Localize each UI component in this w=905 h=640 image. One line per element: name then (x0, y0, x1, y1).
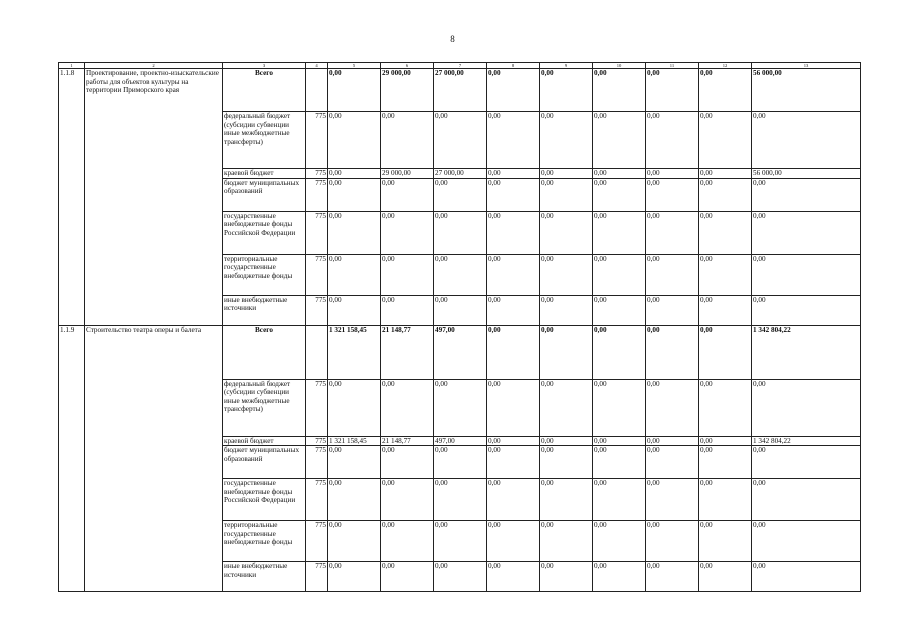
table-body (59, 63, 861, 592)
amount-cell: 0,00 (487, 178, 540, 211)
amount-cell: 0,00 (328, 254, 381, 295)
amount-cell: 0,00 (381, 112, 434, 169)
amount-cell: 0,00 (487, 112, 540, 169)
amount-cell: 0,00 (487, 254, 540, 295)
amount-cell: 0,00 (381, 446, 434, 479)
amount-cell: 0,00 (699, 562, 752, 592)
amount-cell: 0,00 (487, 169, 540, 179)
amount-cell: 0,00 (646, 436, 699, 446)
amount-cell: 0,00 (328, 69, 381, 112)
amount-cell: 0,00 (328, 295, 381, 325)
section-name: Проектирование, проектно-изыскательские работы для объектов культуры на территории Приморского края (85, 69, 223, 326)
amount-cell: 0,00 (328, 562, 381, 592)
amount-cell: 0,00 (752, 112, 861, 169)
amount-cell: 21 148,77 (381, 325, 434, 379)
budget-code: 775 (306, 169, 328, 179)
amount-cell: 0,00 (699, 436, 752, 446)
amount-cell: 0,00 (540, 254, 593, 295)
amount-cell: 0,00 (593, 69, 646, 112)
amount-cell: 0,00 (593, 436, 646, 446)
funding-source: федеральный бюджет (субсидии субвенции иные межбюджетные трансферты) (223, 379, 306, 436)
amount-cell: 0,00 (646, 379, 699, 436)
amount-cell: 0,00 (646, 325, 699, 379)
amount-cell: 0,00 (328, 446, 381, 479)
amount-cell: 0,00 (699, 295, 752, 325)
col-num: 7 (434, 63, 487, 69)
amount-cell: 0,00 (487, 479, 540, 521)
amount-cell: 0,00 (646, 254, 699, 295)
amount-cell: 0,00 (540, 521, 593, 562)
amount-cell: 0,00 (328, 479, 381, 521)
amount-cell: 0,00 (381, 295, 434, 325)
amount-cell: 0,00 (434, 562, 487, 592)
budget-code (306, 325, 328, 379)
amount-cell: 1 342 804,22 (752, 436, 861, 446)
funding-source: территориальные государственные внебюджетные фонды (223, 521, 306, 562)
budget-code: 775 (306, 562, 328, 592)
amount-cell: 0,00 (752, 521, 861, 562)
amount-cell: 0,00 (487, 295, 540, 325)
amount-cell: 0,00 (699, 169, 752, 179)
amount-cell: 0,00 (699, 211, 752, 254)
budget-code: 775 (306, 295, 328, 325)
amount-cell: 0,00 (434, 211, 487, 254)
amount-cell: 0,00 (752, 379, 861, 436)
amount-cell: 0,00 (540, 112, 593, 169)
amount-cell: 0,00 (593, 295, 646, 325)
amount-cell: 0,00 (593, 254, 646, 295)
budget-code: 775 (306, 112, 328, 169)
budget-code: 775 (306, 436, 328, 446)
amount-cell: 0,00 (699, 521, 752, 562)
amount-cell: 0,00 (699, 178, 752, 211)
funding-source: Всего (223, 325, 306, 379)
amount-cell: 0,00 (646, 295, 699, 325)
amount-cell: 0,00 (540, 211, 593, 254)
amount-cell: 0,00 (540, 562, 593, 592)
amount-cell: 0,00 (699, 325, 752, 379)
col-num: 1 (59, 63, 85, 69)
funding-source: бюджет муниципальных образований (223, 446, 306, 479)
amount-cell: 0,00 (593, 446, 646, 479)
amount-cell: 0,00 (434, 254, 487, 295)
amount-cell: 0,00 (381, 254, 434, 295)
amount-cell: 0,00 (487, 446, 540, 479)
budget-code: 775 (306, 178, 328, 211)
amount-cell: 497,00 (434, 436, 487, 446)
col-num: 8 (487, 63, 540, 69)
funding-source: Всего (223, 69, 306, 112)
amount-cell: 0,00 (699, 379, 752, 436)
amount-cell: 0,00 (487, 521, 540, 562)
amount-cell: 0,00 (328, 178, 381, 211)
col-num: 10 (593, 63, 646, 69)
amount-cell: 0,00 (540, 379, 593, 436)
amount-cell: 1 342 804,22 (752, 325, 861, 379)
funding-source: краевой бюджет (223, 169, 306, 179)
amount-cell: 0,00 (328, 112, 381, 169)
amount-cell: 0,00 (381, 379, 434, 436)
amount-cell: 0,00 (540, 446, 593, 479)
table-row (59, 325, 861, 379)
amount-cell: 0,00 (328, 379, 381, 436)
amount-cell: 0,00 (328, 169, 381, 179)
amount-cell: 0,00 (593, 562, 646, 592)
amount-cell: 0,00 (752, 295, 861, 325)
amount-cell: 0,00 (646, 521, 699, 562)
amount-cell: 0,00 (540, 325, 593, 379)
amount-cell: 0,00 (434, 521, 487, 562)
col-num: 12 (699, 63, 752, 69)
page-number: 8 (450, 34, 455, 44)
amount-cell: 0,00 (752, 446, 861, 479)
budget-code: 775 (306, 479, 328, 521)
amount-cell: 0,00 (381, 521, 434, 562)
section-number: 1.1.9 (59, 325, 85, 592)
amount-cell: 0,00 (487, 379, 540, 436)
amount-cell: 0,00 (646, 169, 699, 179)
amount-cell: 0,00 (434, 295, 487, 325)
amount-cell: 0,00 (752, 562, 861, 592)
amount-cell: 29 000,00 (381, 69, 434, 112)
amount-cell: 0,00 (381, 178, 434, 211)
amount-cell: 0,00 (699, 446, 752, 479)
amount-cell: 497,00 (434, 325, 487, 379)
budget-code: 775 (306, 254, 328, 295)
amount-cell: 0,00 (593, 211, 646, 254)
amount-cell: 0,00 (699, 479, 752, 521)
col-num: 11 (646, 63, 699, 69)
amount-cell: 0,00 (646, 446, 699, 479)
amount-cell: 0,00 (487, 436, 540, 446)
section-number: 1.1.8 (59, 69, 85, 326)
amount-cell: 0,00 (434, 479, 487, 521)
amount-cell: 29 000,00 (381, 169, 434, 179)
amount-cell: 0,00 (487, 325, 540, 379)
col-num: 2 (85, 63, 223, 69)
funding-source: территориальные государственные внебюджетные фонды (223, 254, 306, 295)
amount-cell: 0,00 (540, 69, 593, 112)
amount-cell: 0,00 (487, 562, 540, 592)
amount-cell: 0,00 (752, 211, 861, 254)
amount-cell: 0,00 (646, 178, 699, 211)
amount-cell: 0,00 (752, 254, 861, 295)
amount-cell: 0,00 (646, 211, 699, 254)
amount-cell: 0,00 (540, 169, 593, 179)
amount-cell: 0,00 (646, 112, 699, 169)
amount-cell: 0,00 (540, 436, 593, 446)
amount-cell: 0,00 (593, 178, 646, 211)
budget-code: 775 (306, 446, 328, 479)
amount-cell: 0,00 (699, 254, 752, 295)
amount-cell: 0,00 (593, 379, 646, 436)
amount-cell: 0,00 (540, 295, 593, 325)
amount-cell: 27 000,00 (434, 169, 487, 179)
amount-cell: 0,00 (540, 479, 593, 521)
amount-cell: 56 000,00 (752, 69, 861, 112)
amount-cell: 1 321 158,45 (328, 436, 381, 446)
amount-cell: 0,00 (699, 69, 752, 112)
table-row (59, 69, 861, 112)
amount-cell: 0,00 (593, 521, 646, 562)
col-num: 4 (306, 63, 328, 69)
amount-cell: 1 321 158,45 (328, 325, 381, 379)
col-num: 5 (328, 63, 381, 69)
amount-cell: 0,00 (699, 112, 752, 169)
amount-cell: 0,00 (381, 562, 434, 592)
amount-cell: 0,00 (752, 178, 861, 211)
amount-cell: 0,00 (434, 112, 487, 169)
amount-cell: 0,00 (434, 379, 487, 436)
amount-cell: 0,00 (540, 178, 593, 211)
amount-cell: 0,00 (328, 521, 381, 562)
amount-cell: 0,00 (593, 112, 646, 169)
col-num: 9 (540, 63, 593, 69)
budget-table (58, 62, 861, 592)
amount-cell: 0,00 (646, 562, 699, 592)
amount-cell: 0,00 (593, 169, 646, 179)
amount-cell: 0,00 (381, 211, 434, 254)
amount-cell: 0,00 (646, 69, 699, 112)
amount-cell: 0,00 (752, 479, 861, 521)
col-num: 3 (223, 63, 306, 69)
amount-cell: 27 000,00 (434, 69, 487, 112)
funding-source: государственные внебюджетные фонды Российской Федерации (223, 479, 306, 521)
funding-source: федеральный бюджет (субсидии субвенции иные межбюджетные трансферты) (223, 112, 306, 169)
amount-cell: 0,00 (381, 479, 434, 521)
amount-cell: 56 000,00 (752, 169, 861, 179)
budget-code: 775 (306, 211, 328, 254)
budget-code: 775 (306, 379, 328, 436)
funding-source: краевой бюджет (223, 436, 306, 446)
col-num: 6 (381, 63, 434, 69)
budget-code: 775 (306, 521, 328, 562)
funding-source: бюджет муниципальных образований (223, 178, 306, 211)
amount-cell: 0,00 (434, 446, 487, 479)
amount-cell: 21 148,77 (381, 436, 434, 446)
funding-source: государственные внебюджетные фонды Российской Федерации (223, 211, 306, 254)
section-name: Строительство театра оперы и балета (85, 325, 223, 592)
amount-cell: 0,00 (487, 211, 540, 254)
funding-source: иные внебюджетные источники (223, 295, 306, 325)
amount-cell: 0,00 (593, 479, 646, 521)
amount-cell: 0,00 (487, 69, 540, 112)
amount-cell: 0,00 (434, 178, 487, 211)
budget-code (306, 69, 328, 112)
amount-cell: 0,00 (646, 479, 699, 521)
funding-source: иные внебюджетные источники (223, 562, 306, 592)
col-num: 13 (752, 63, 861, 69)
amount-cell: 0,00 (328, 211, 381, 254)
amount-cell: 0,00 (593, 325, 646, 379)
